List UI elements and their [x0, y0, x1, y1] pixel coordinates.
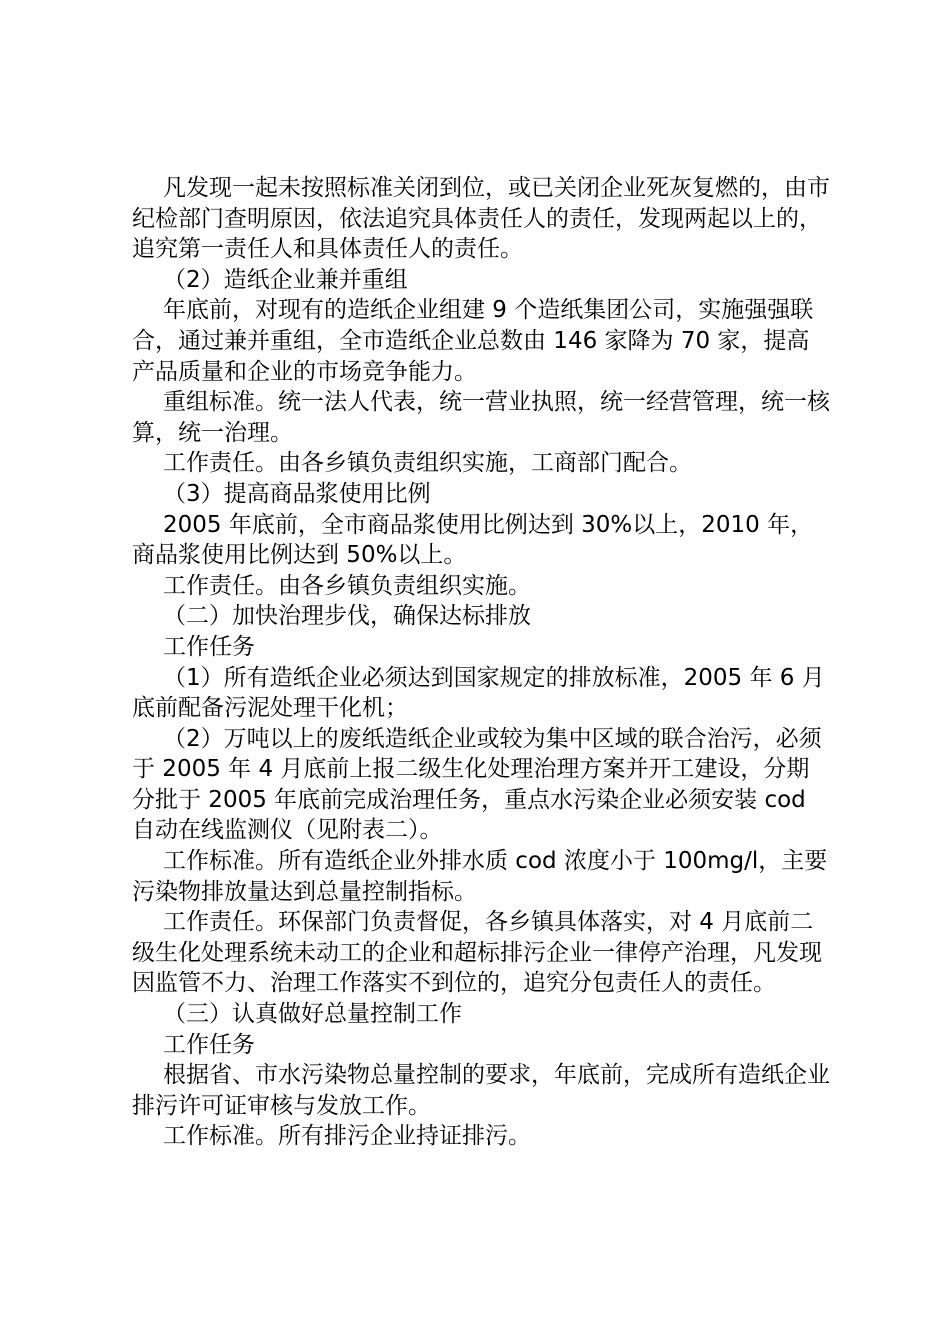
document-body	[132, 173, 832, 1152]
paragraph-14: 工作责任。环保部门负责督促，各乡镇具体落实，对 4 月底前二级生化处理系统未动工的企业和超标排污企业一律停产治理，凡发现因监管不力、治理工作落实不到位的，追究分包责任人的责任。	[132, 909, 822, 997]
paragraph-1: 凡发现一起未按照标准关闭到位，或已关闭企业死灰复燃的，由市纪检部门查明原因，依法追究具体责任人的责任，发现两起以上的，追究第一责任人和具体责任人的责任。	[132, 175, 830, 263]
heading-commercial-pulp: （3）提高商品浆使用比例	[163, 480, 431, 507]
paragraph-5: 工作责任。由各乡镇负责组织实施，工商部门配合。	[163, 450, 692, 477]
paragraph-7: 2005 年底前，全市商品浆使用比例达到 30%以上，2010 年，商品浆使用比例达到 50%以上。	[132, 511, 814, 569]
paragraph-3: 年底前，对现有的造纸企业组建 9 个造纸集团公司，实施强强联合，通过兼并重组，全市造纸企业总数由 146 家降为 70 家，提高产品质量和企业的市场竞争能力。	[132, 297, 814, 385]
paragraph-18: 工作标准。所有排污企业持证排污。	[163, 1123, 531, 1150]
paragraph-12: （2）万吨以上的废纸造纸企业或较为集中区域的联合治污，必须于 2005 年 4 月底前上报二级生化处理治理方案并开工建设，分期分批于 2005 年底前完成治理任务，重点水污染企业必须安装 cod 自动在线监测仪（见附表二）。	[132, 725, 822, 844]
paragraph-8: 工作责任。由各乡镇负责组织实施。	[163, 572, 531, 599]
heading-work-tasks-1: 工作任务	[163, 633, 255, 660]
heading-work-tasks-2: 工作任务	[163, 1031, 255, 1058]
heading-merger-restructuring: （2）造纸企业兼并重组	[163, 266, 408, 293]
paragraph-4: 重组标准。统一法人代表，统一营业执照，统一经营管理，统一核算，统一治理。	[132, 389, 830, 446]
paragraph-17: 根据省、市水污染物总量控制的要求，年底前，完成所有造纸企业排污许可证审核与发放工作。	[132, 1062, 830, 1119]
heading-accelerate-treatment: （二）加快治理步伐，确保达标排放	[163, 603, 531, 630]
paragraph-11: （1）所有造纸企业必须达到国家规定的排放标准，2005 年 6 月底前配备污泥处理干化机；	[132, 664, 825, 722]
heading-total-control: （三）认真做好总量控制工作	[163, 1001, 462, 1028]
paragraph-13: 工作标准。所有造纸企业外排水质 cod 浓度小于 100mg/l，主要污染物排放量达到总量控制指标。	[132, 848, 828, 905]
